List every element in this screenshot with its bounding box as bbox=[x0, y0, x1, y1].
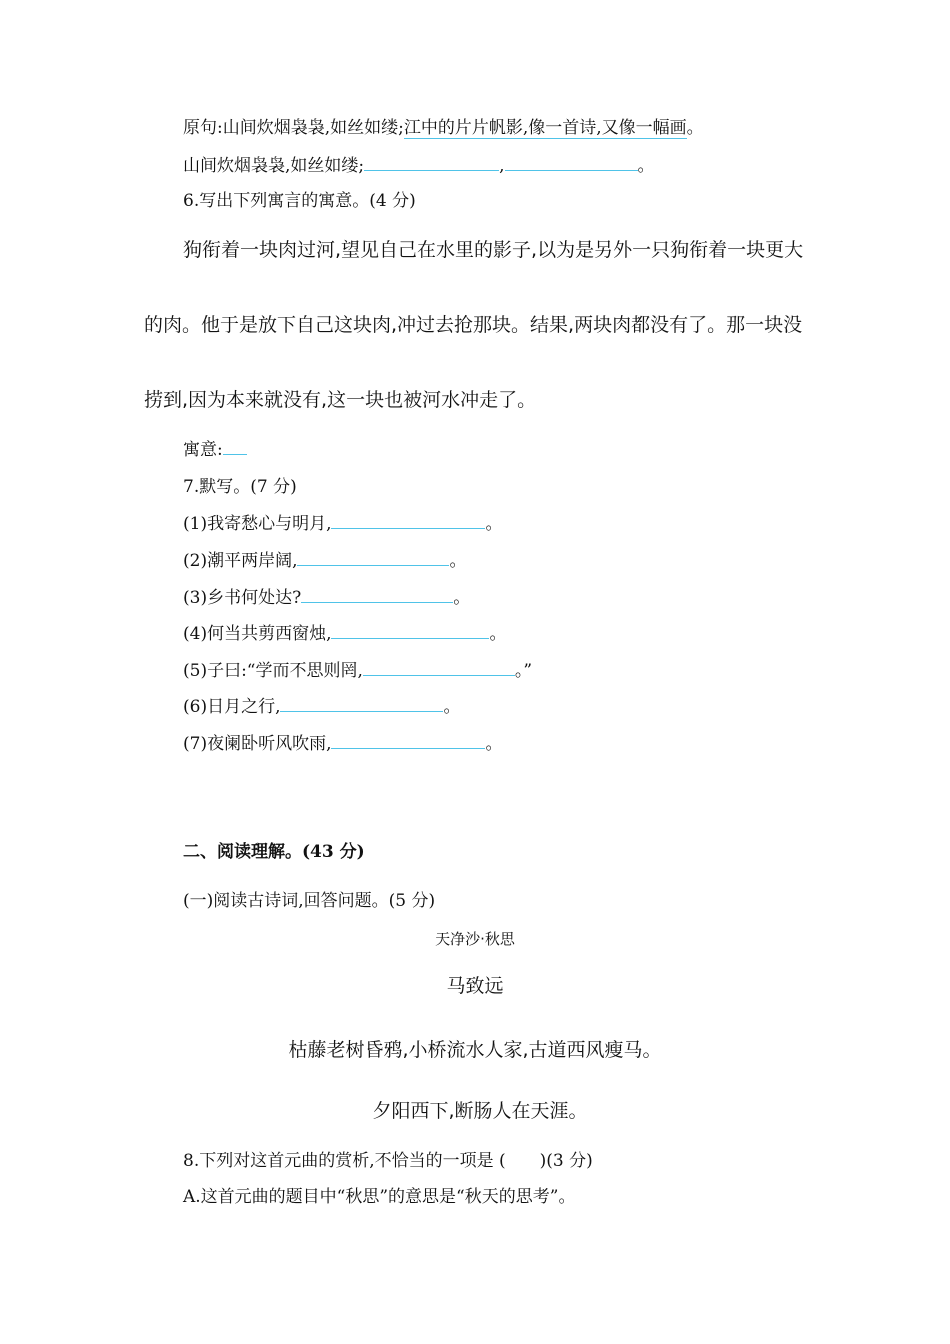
q7-item-6: (6)日月之行, 。 bbox=[183, 697, 461, 717]
q5-original-sentence: 原句:山间炊烟袅袅,如丝如缕;江中的片片帆影,像一首诗,又像一幅画。 bbox=[183, 118, 704, 138]
q5-blank-1[interactable] bbox=[364, 154, 499, 171]
q6-passage-line-3: 捞到,因为本来就没有,这一块也被河水冲走了。 bbox=[144, 389, 537, 411]
poem-title: 天净沙·秋思 bbox=[435, 930, 515, 948]
q7-blank-6[interactable] bbox=[280, 695, 443, 712]
q8-title: 8.下列对这首元曲的赏析,不恰当的一项是 ( )(3 分) bbox=[183, 1151, 593, 1171]
q5-blank-2[interactable] bbox=[505, 154, 638, 171]
q7-item-7: (7)夜阑卧听风吹雨, 。 bbox=[183, 734, 503, 754]
q6-answer-line: 寓意: bbox=[183, 438, 247, 461]
q5-imitation-line: 山间炊烟袅袅,如丝如缕; , 。 bbox=[183, 156, 655, 176]
q7-blank-2[interactable] bbox=[297, 549, 449, 566]
q7-blank-4[interactable] bbox=[331, 622, 489, 639]
q7-blank-1[interactable] bbox=[331, 512, 485, 529]
q6-title: 6.写出下列寓言的寓意。(4 分) bbox=[183, 191, 416, 211]
poem-line-1: 枯藤老树昏鸦,小桥流水人家,古道西风瘦马。 bbox=[288, 1039, 662, 1061]
q8-option-a[interactable]: A.这首元曲的题目中“秋思”的意思是“秋天的思考”。 bbox=[183, 1187, 576, 1207]
subsection-heading-poem: (一)阅读古诗词,回答问题。(5 分) bbox=[183, 891, 436, 911]
poem-line-2: 夕阳西下,断肠人在天涯。 bbox=[372, 1100, 588, 1122]
q6-passage-line-2: 的肉。他于是放下自己这块肉,冲过去抢那块。结果,两块肉都没有了。那一块没 bbox=[144, 314, 803, 336]
q7-item-4: (4)何当共剪西窗烛, 。 bbox=[183, 624, 507, 644]
q7-title: 7.默写。(7 分) bbox=[183, 477, 297, 497]
q7-blank-7[interactable] bbox=[331, 732, 485, 749]
q7-blank-3[interactable] bbox=[301, 586, 453, 603]
q5-underlined-text: 江中的片片帆影,像一首诗,又像一幅画 bbox=[403, 118, 687, 138]
q7-item-2: (2)潮平两岸阔, 。 bbox=[183, 551, 467, 571]
poem-author: 马致远 bbox=[446, 975, 504, 997]
q6-answer-blank[interactable] bbox=[223, 438, 247, 455]
q6-passage-line-1: 狗衔着一块肉过河,望见自己在水里的影子,以为是另外一只狗衔着一块更大 bbox=[183, 239, 804, 261]
q7-item-5: (5)子曰:“学而不思则罔, 。” bbox=[183, 661, 533, 681]
q7-blank-5[interactable] bbox=[363, 659, 515, 676]
q7-item-3: (3)乡书何处达? 。 bbox=[183, 588, 471, 608]
section-heading-reading: 二、阅读理解。(43 分) bbox=[183, 842, 365, 862]
q7-item-1: (1)我寄愁心与明月, 。 bbox=[183, 514, 503, 534]
